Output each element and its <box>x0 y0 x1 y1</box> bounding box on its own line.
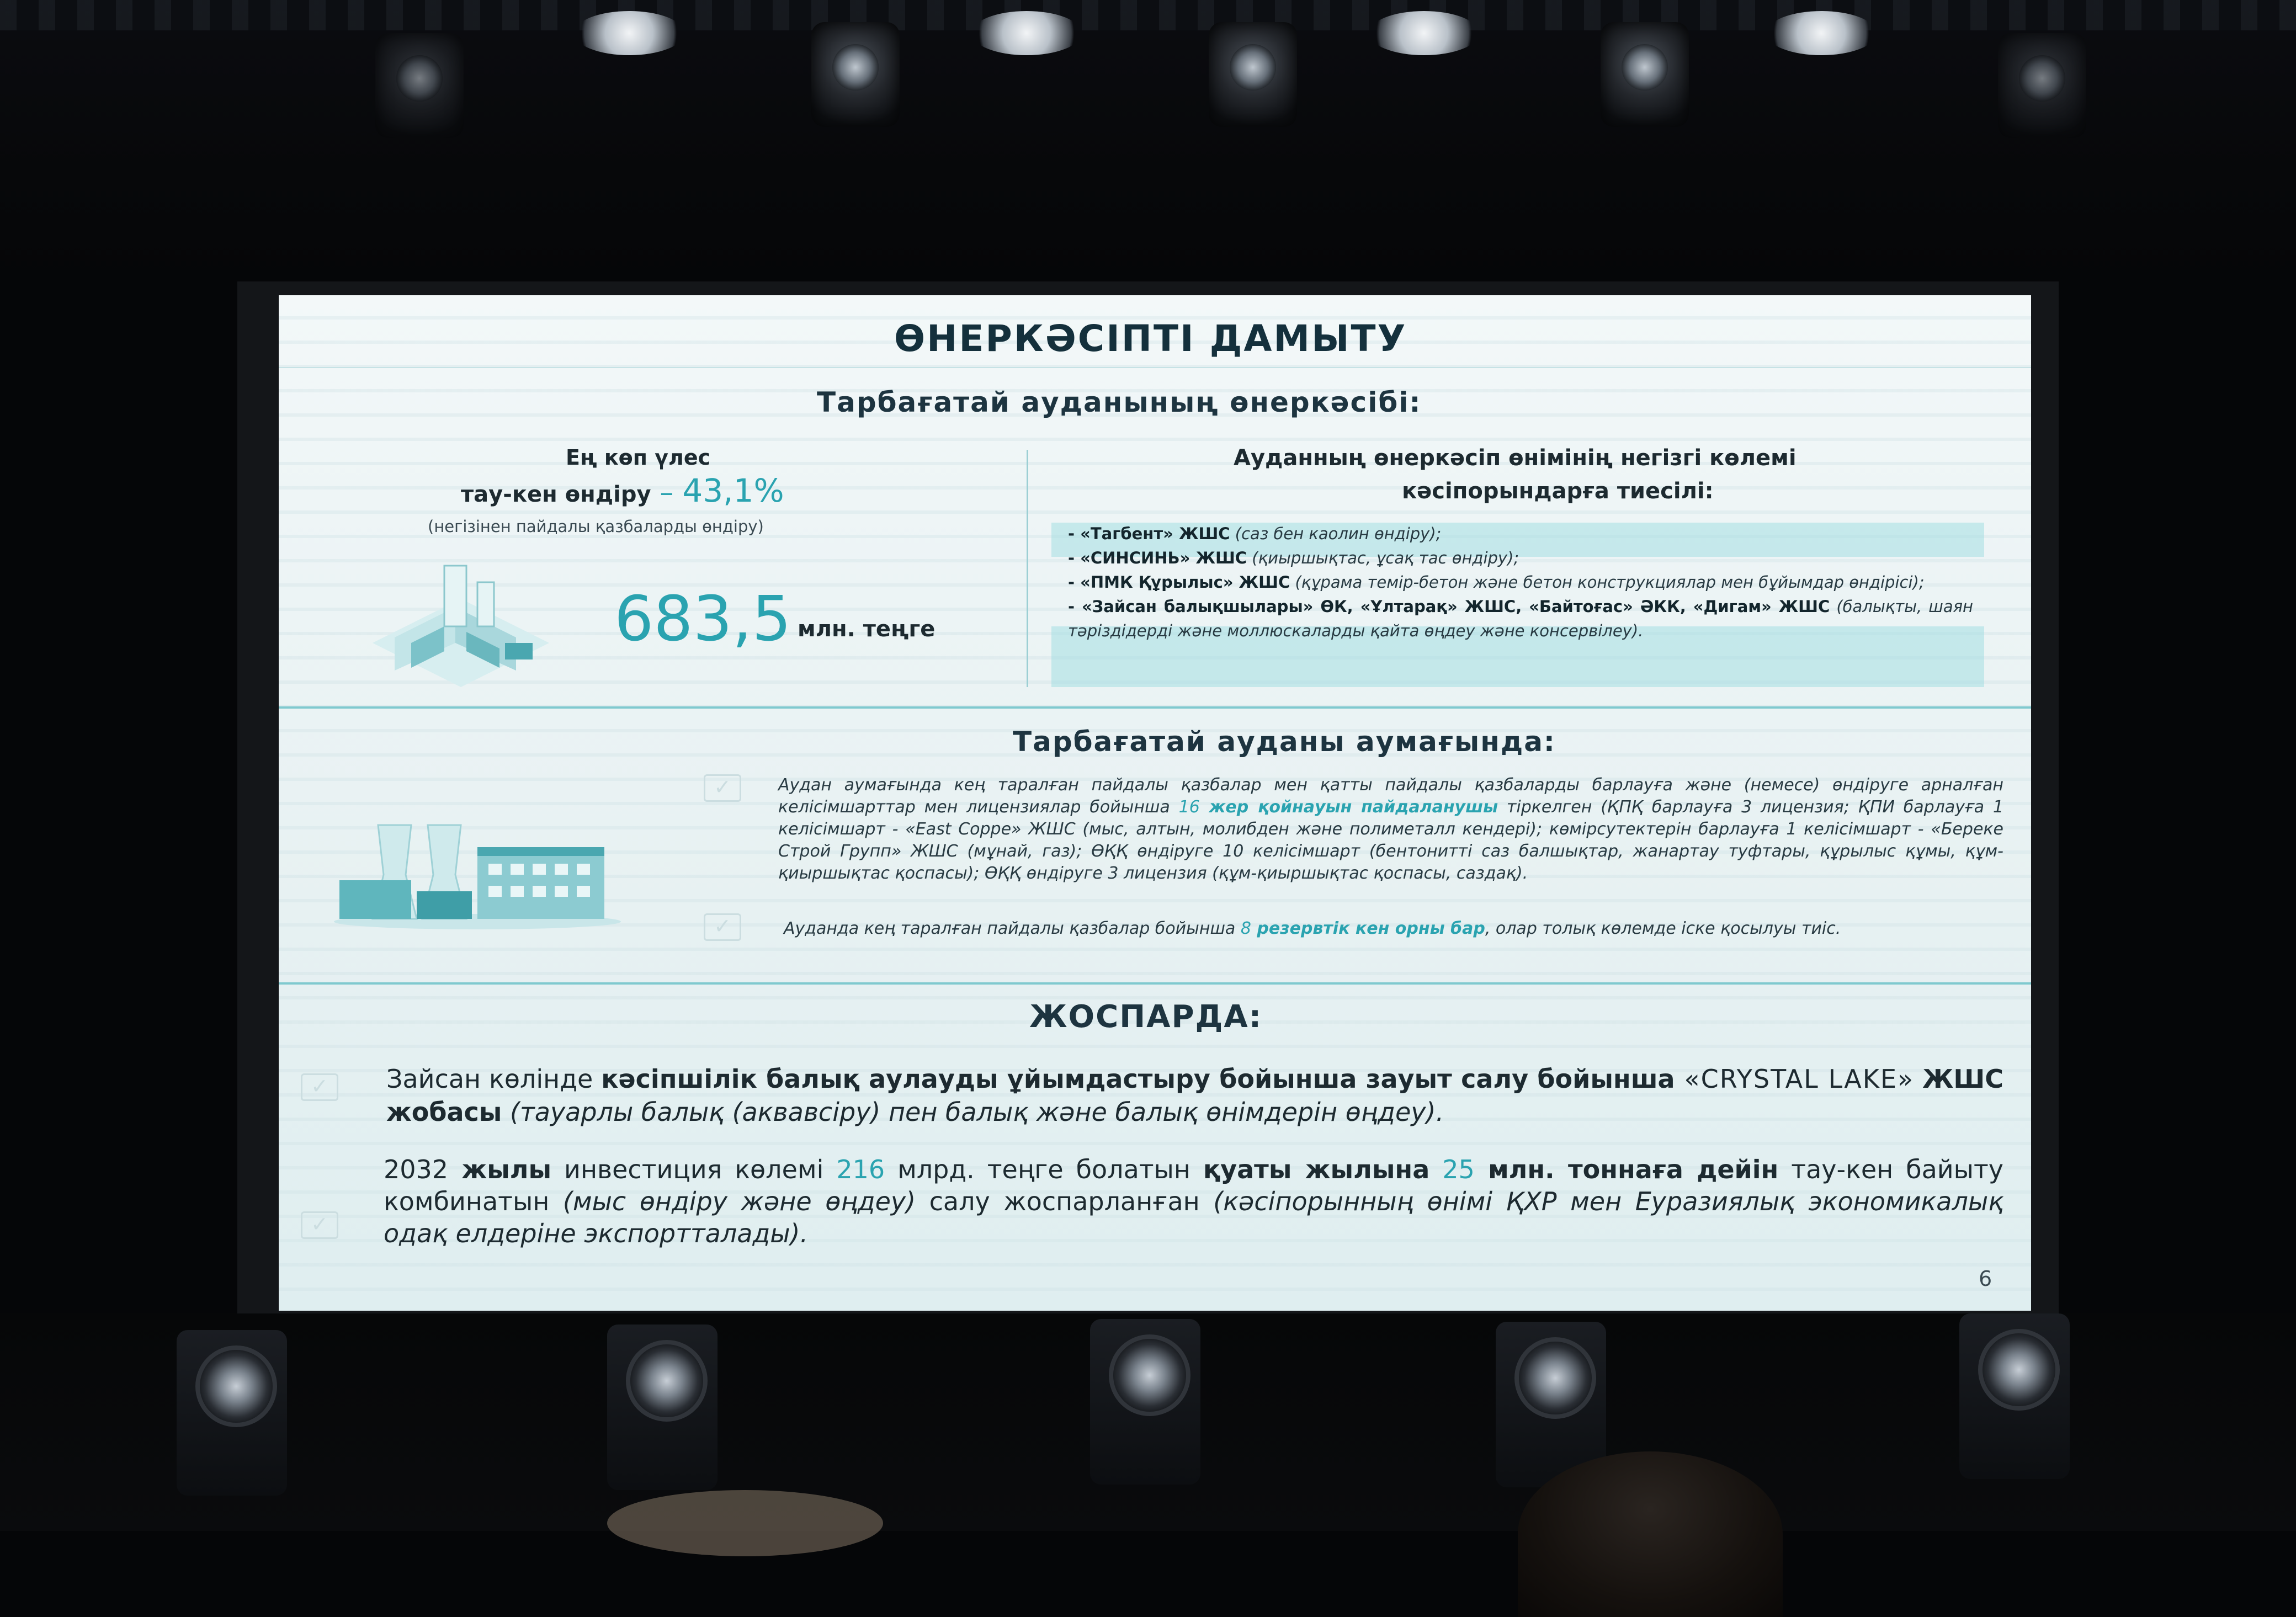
moving-head-light <box>1998 33 2086 138</box>
page-number: 6 <box>1979 1267 1992 1291</box>
dash: – <box>651 476 683 508</box>
enterprise-item: - «Тагбент» ЖШС (саз бен каолин өндіру); <box>1068 524 1442 543</box>
check-icon: ✓ <box>704 774 741 802</box>
section-heading-plans: ЖОСПАРДА: <box>1029 999 1263 1035</box>
check-icon: ✓ <box>704 913 741 941</box>
audience-head <box>1518 1451 1783 1617</box>
slide-title: ӨНЕРКӘСІПТІ ДАМЫТУ <box>894 317 1407 360</box>
check-icon: ✓ <box>301 1211 338 1239</box>
section-heading-industry: Тарбағатай ауданының өнеркәсібі: <box>817 386 1422 418</box>
share-label: Ең көп үлес <box>566 445 711 470</box>
check-icon: ✓ <box>301 1073 338 1101</box>
light-lens <box>1230 44 1276 91</box>
ceiling-spotlight <box>574 11 684 55</box>
stage-ceiling <box>0 0 2296 287</box>
light-lens <box>1109 1334 1190 1416</box>
share-note: (негізінен пайдалы қазбаларды өндіру) <box>428 517 764 536</box>
floor-moving-light <box>607 1325 718 1490</box>
moving-head-light <box>375 33 464 138</box>
production-amount: 683,5 <box>614 583 791 655</box>
column-divider <box>1027 450 1028 687</box>
light-lens <box>1978 1329 2060 1411</box>
light-lens <box>1514 1337 1596 1419</box>
enterprise-item: - «СИНСИНЬ» ЖШС (қиыршықтас, ұсақ тас өндіру); <box>1068 549 1519 567</box>
moving-head-light <box>811 22 900 127</box>
light-lens <box>396 55 443 102</box>
reserve-deposits-paragraph: Ауданда кең таралған пайдалы қазбалар бойынша 8 резервтік кен орны бар, олар толық көлемде іске қосылуы тиіс. <box>784 919 1841 938</box>
enterprises-heading-2: кәсіпорындарға тиесілі: <box>1402 478 1714 504</box>
mining-label: тау-кен өндіру <box>461 482 651 507</box>
title-divider <box>279 367 2031 368</box>
mining-share-value: 43,1% <box>682 472 784 509</box>
enterprise-list <box>1068 522 1973 643</box>
ceiling-spotlight <box>971 11 1082 55</box>
moving-head-light <box>1601 22 1689 127</box>
moving-head-light <box>1209 22 1297 127</box>
floor-moving-light <box>1959 1313 2070 1479</box>
projected-slide <box>279 295 2031 1311</box>
subsoil-users-paragraph: Аудан аумағында кең таралған пайдалы қазбалар мен қатты пайдалы қазбаларды барлауға және (немесе) өндіруге арналған келісімшарттар мен лицензиялар бойынша 16 жер қойнауын пайдаланушы тіркелген (ҚПҚ барлауға 3 лицензия; ҚПИ барлауға 1 келісімшарт - «East Coppe» ЖШС (мыс, алтын, молибден және полиметалл кендері); көмірсутектерін барлауға 1 келісімшарт - «Береке Строй Групп» ЖШС (мұнай, газ); ӨҚҚ өндіруге 10 келісімшарт (бентонитті саз балшықтар, жанартау туфтары, құрылыс құмы, құм-қиыршықтас қоспасы); ӨҚҚ өндіруге 3 лицензия (құм-қиыршықтас қоспасы, саздақ). <box>778 775 2003 883</box>
enterprises-heading-1: Ауданның өнеркәсіп өнімінің негізгі көлемі <box>1234 445 1797 471</box>
section-heading-territory: Тарбағатай ауданы аумағында: <box>1013 726 1556 758</box>
production-unit: млн. теңге <box>798 616 936 642</box>
power-plant-icon <box>328 808 626 930</box>
light-lens <box>2019 55 2065 102</box>
light-lens <box>1622 44 1668 91</box>
factory-isometric-icon <box>362 560 560 698</box>
light-lens <box>195 1345 277 1427</box>
curtain <box>0 0 2296 30</box>
floor-moving-light <box>1090 1319 1200 1485</box>
ceiling-spotlight <box>1766 11 1877 55</box>
section-divider <box>279 706 2031 709</box>
enterprise-item: - «Зайсан балықшылары» ӨК, «Ұлтарақ» ЖШС, «Байтоғас» ӘКК, «Дигам» ЖШС (балықты, шаян тәріздідерді және моллюскаларды қайта өңдеу және консервілеу). <box>1068 597 1973 640</box>
light-lens <box>832 44 879 91</box>
enterprise-item: - «ПМК Құрылыс» ЖШС (құрама темір-бетон және бетон конструкциялар мен бұйымдар өндірісі); <box>1068 573 1925 592</box>
light-lens <box>626 1340 708 1422</box>
audience-member <box>607 1490 883 1556</box>
plan-mining-plant: 2032 жылы инвестиция көлемі 216 млрд. теңге болатын қуаты жылына 25 млн. тоннаға дейін тау-кен байыту комбинатын (мыс өндіру және өңдеу) салу жоспарланған (кәсіпорынның өнімі ҚХР мен Еуразиялық экономикалық одақ елдеріне экспортталады). <box>384 1155 2003 1248</box>
share-line <box>461 472 784 509</box>
floor-moving-light <box>177 1330 287 1496</box>
plan-crystal-lake: Зайсан көлінде кәсіпшілік балық аулауды ұйымдастыру бойынша зауыт салу бойынша «CRYSTAL LAKE» ЖШС жобасы (тауарлы балық (аквавсіру) пен балық және балық өнімдерін өңдеу). <box>386 1064 2003 1127</box>
section-divider <box>279 982 2031 985</box>
ceiling-spotlight <box>1369 11 1479 55</box>
